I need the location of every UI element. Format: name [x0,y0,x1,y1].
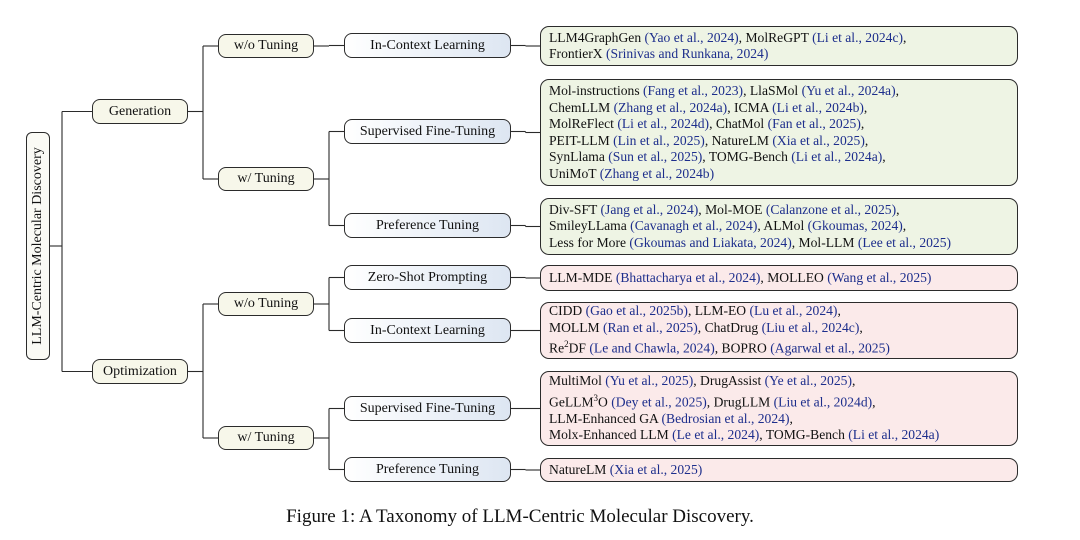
model-name: LLM-Enhanced GA [549,410,662,426]
method-zero-shot-prompting [344,265,511,290]
citation-ref: (Liu et al., 2024c) [761,319,860,335]
citation-ref: (Yao et al., 2024) [644,29,739,45]
model-name: , [896,201,900,217]
citation-line [549,133,1009,150]
category-generation [92,99,188,124]
group-optimization-w-tuning [218,426,314,450]
citation-line [549,320,1009,337]
citation-ref: (Fan et al., 2025) [767,116,861,131]
model-name: MolReFlect [549,116,618,131]
group-label: w/ Tuning [237,171,295,186]
model-name: SynLlama [549,149,609,164]
group-generation-wo-tuning [218,34,314,58]
method-label: In-Context Learning [370,322,485,338]
citation-ref: (Zhang et al., 2024a) [613,99,728,115]
model-name: LLM-MDE [549,269,616,285]
model-name: NatureLM [549,461,610,477]
model-name: Re [549,341,565,357]
model-name: , LLM-EO [687,303,750,319]
method-supervised-fine-tuning [344,119,511,144]
group-label: w/o Tuning [233,38,299,53]
model-name: , [902,218,907,234]
model-name: FrontierX [549,46,607,61]
model-name: , [882,149,886,164]
citation-line [549,270,1009,287]
citation-box [540,79,1018,186]
citation-line [549,235,1009,252]
model-name: , ALMol [757,218,808,234]
model-name: , [859,319,863,335]
citation-ref: (Le and Chawla, 2024) [589,341,715,357]
model-name: , MOLLEO [760,269,828,285]
group-label: w/ Tuning [237,430,295,445]
citation-line [549,462,1009,479]
model-name: GeLLM [549,394,594,410]
citation-ref: (Lin et al., 2025) [613,132,705,148]
model-name: , [837,303,841,319]
citation-ref: (Gkoumas and Liakata, 2024) [629,234,792,250]
citation-ref: (Yu et al., 2025) [605,373,694,389]
method-label: Preference Tuning [375,217,480,233]
citation-line [549,149,1009,166]
model-name: CIDD [549,303,586,319]
figure-caption: Figure 1: A Taxonomy of LLM-Centric Molecular Discovery. [286,506,754,527]
model-name: O [598,394,612,410]
citation-ref: (Li et al., 2024d) [617,116,710,131]
model-name: , Mol-LLM [791,234,858,250]
citation-box [540,265,1018,291]
citation-ref: (Xia et al., 2025) [609,461,703,477]
citation-line [549,390,1009,411]
citation-box [540,26,1018,66]
citation-ref: (Li et al., 2024a) [791,149,883,164]
citation-line [549,373,1009,390]
citation-ref: (Cavanagh et al., 2024) [630,218,758,234]
model-name: , NatureLM [704,132,773,148]
citation-box [540,371,1018,446]
group-label: w/o Tuning [233,296,299,311]
method-preference-tuning [344,213,511,238]
model-name: , [860,116,865,131]
method-in-context-learning [344,33,511,58]
method-label: Supervised Fine-Tuning [359,123,496,139]
model-name: , ChatMol [709,116,768,131]
citation-ref: (Fang et al., 2023) [643,83,744,98]
model-name: PEIT-LLM [549,132,614,148]
model-name: MultiMol [549,373,606,389]
model-name: , LlaSMol [743,83,802,98]
citation-ref: (Agarwal et al., 2025) [770,341,890,357]
model-name: , BOPRO [714,341,771,357]
model-name: , TOMG-Bench [759,427,849,443]
citation-line [549,46,1009,63]
citation-ref: (Zhang et al., 2024b) [599,165,715,181]
method-in-context-learning [344,318,511,343]
superscript: 3 [593,392,599,403]
model-name: Div-SFT [549,201,601,217]
model-name: Mol-instructions [549,83,644,98]
citation-box [540,458,1018,482]
citation-ref: (Sun et al., 2025) [608,149,703,164]
model-name: , MolReGPT [738,29,813,45]
model-name: , [863,99,868,115]
model-name: , [851,373,856,389]
citation-line [549,83,1009,100]
citation-ref: (Lee et al., 2025) [857,234,952,250]
citation-line [549,202,1009,219]
citation-ref: (Jang et al., 2024) [600,201,699,217]
citation-ref: (Le et al., 2024) [672,427,760,443]
model-name: , DrugLLM [706,394,774,410]
citation-ref: (Lu et al., 2024) [749,303,838,319]
method-supervised-fine-tuning [344,396,511,421]
citation-ref: (Gkoumas, 2024) [807,218,903,234]
category-optimization [92,359,188,384]
citation-ref: (Ran et al., 2025) [603,319,698,335]
citation-line [549,100,1009,117]
model-name: , [789,410,793,426]
citation-line [549,303,1009,320]
model-name: LLM4GraphGen [549,29,645,45]
citation-line [549,30,1009,47]
citation-box [540,198,1018,255]
root-node [26,132,50,360]
citation-ref: (Bedrosian et al., 2024) [661,410,790,426]
model-name: , [872,394,876,410]
model-name: , [864,132,869,148]
method-preference-tuning [344,457,511,482]
root-label: LLM-Centric Molecular Discovery [30,147,45,345]
citation-line [549,411,1009,428]
citation-ref: (Xia et al., 2025) [772,132,865,148]
model-name: MOLLM [549,319,603,335]
model-name: SmileyLLama [549,218,631,234]
citation-ref: (Srinivas and Runkana, 2024) [606,46,769,61]
citation-ref: (Li et al., 2024b) [772,99,864,115]
citation-ref: (Ye et al., 2025) [764,373,852,389]
citation-ref: (Calanzone et al., 2025) [765,201,897,217]
citation-line [549,116,1009,133]
model-name: DF [568,341,590,357]
citation-line [549,166,1009,183]
citation-ref: (Liu et al., 2024d) [773,394,873,410]
method-label: Zero-Shot Prompting [367,269,488,285]
superscript: 2 [564,339,569,350]
citation-ref: (Li et al., 2024a) [848,427,940,443]
method-label: Preference Tuning [375,461,480,477]
citation-ref: (Wang et al., 2025) [827,269,932,285]
citation-line [549,427,1009,444]
model-name: , DrugAssist [693,373,765,389]
group-generation-w-tuning [218,167,314,191]
citation-line [549,336,1009,357]
category-label: Optimization [103,363,177,379]
model-name: , TOMG-Bench [702,149,792,164]
citation-line [549,218,1009,235]
model-name: , [903,29,907,45]
citation-box [540,302,1018,359]
model-name: , ChatDrug [697,319,762,335]
citation-ref: (Li et al., 2024c) [812,29,904,45]
model-name: Molx-Enhanced LLM [549,427,673,443]
model-name: , [895,83,900,98]
model-name: , Mol-MOE [698,201,766,217]
group-optimization-wo-tuning [218,292,314,316]
model-name: UniMoT [549,165,600,181]
category-label: Generation [108,103,172,119]
model-name: , ICMA [727,99,773,115]
citation-ref: (Dey et al., 2025) [611,394,707,410]
method-label: In-Context Learning [370,37,485,53]
citation-ref: (Gao et al., 2025b) [585,303,688,319]
citation-ref: (Yu et al., 2024a) [801,83,896,98]
model-name: Less for More [549,234,630,250]
method-label: Supervised Fine-Tuning [359,400,496,416]
citation-ref: (Bhattacharya et al., 2024) [615,269,761,285]
model-name: ChemLLM [549,99,614,115]
